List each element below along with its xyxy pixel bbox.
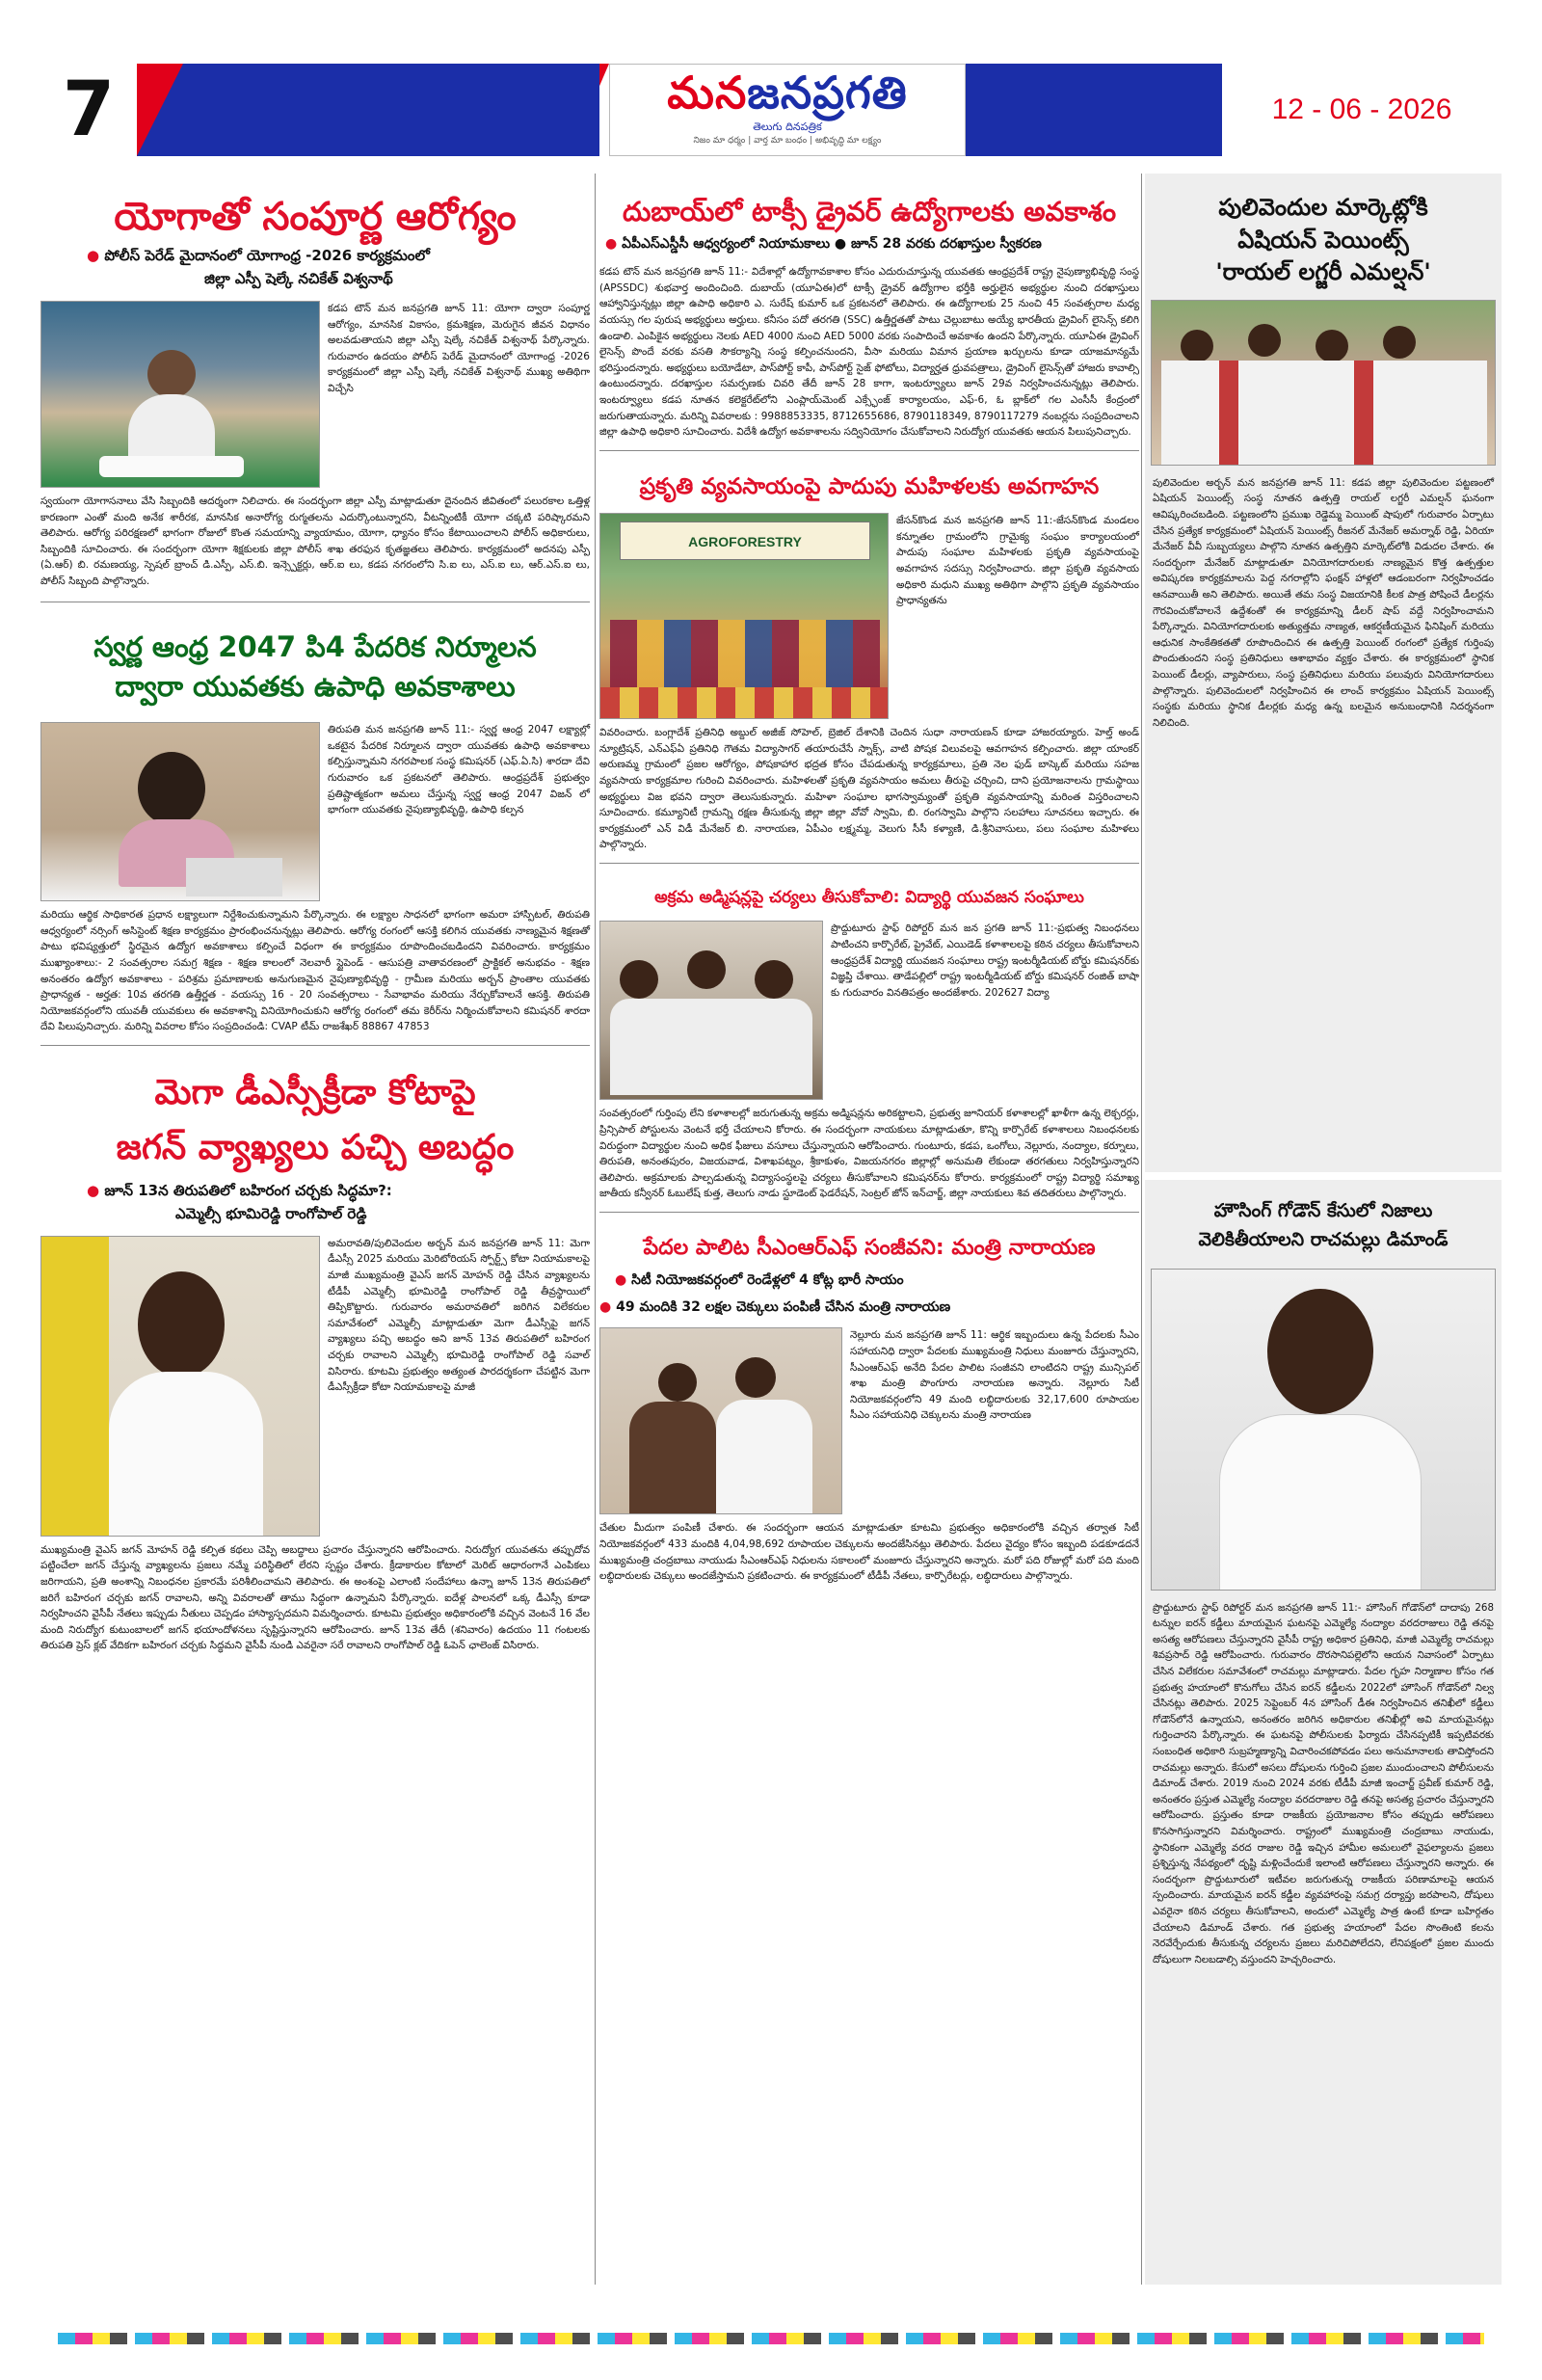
logo-slogan: నిజం మా ధర్మం | వార్త మా బంధం | అభివృద్ధి మా లక్ష్యం: [693, 136, 882, 146]
article-lead-block: [40, 301, 590, 494]
logo-title-part-a: మన: [667, 67, 748, 119]
column-middle: [599, 174, 1139, 1585]
person-head-shape: [755, 960, 793, 999]
yoga-event-photo: [40, 301, 320, 488]
headline: యోగాతో సంపూర్ణ ఆరోగ్యం: [114, 195, 517, 239]
person-body-shape: [1219, 1414, 1422, 1591]
headline: అక్రమ అడ్మిషన్లపై చర్యలు తీసుకోవాలి: విద్యార్థి యువజన సంఘాలు: [654, 887, 1084, 907]
article-lead-block: [599, 1327, 1139, 1520]
article-lead-text: అమరావతి/పులివెందుల అర్బన్ మన జనప్రగతి జూన్ 11: మెగా డీఎస్సీ 2025 మరియు మెరిటోరియస్ స్పోర్ట్స్ కోటా నియామకాలపై మాజీ ముఖ్యమంత్రి వైఎస్ జగన్ మోహన్ రెడ్డి చేసిన వ్యాఖ్యలను టీడీపీ ఎమ్మెల్సీ భూమిరెడ్డి రాంగోపాల్ రెడ్డి తీవ్రస్థాయిలో తిప్పికొట్టారు. గురువారం అమరావతిలో జరిగిన విలేకరుల సమావేశంలో ఎమ్మెల్సీ మాట్లాడుతూ మెగా డీఎస్సీపై జగన్ వ్యాఖ్యలు పచ్చి అబద్ధం అని జూన్ 13వ తిరుపతిలో బహిరంగ చర్చకు రావాలని ఎమ్మెల్సీ భూమిరెడ్డి రాంగోపాల్ రెడ్డి సవాల్ విసిరారు. కూటమి ప్రభుత్వం అత్యంత పారదర్శకంగా చేపట్టిన మెగా డీఎస్సీక్రీడా కోటా నియామకాలపై మాజీ: [328, 1237, 590, 1394]
article-natural-farming: [599, 474, 1139, 853]
headline: హౌసింగ్ గోడౌన్ కేసులో నిజాలు: [1213, 1200, 1433, 1221]
person-head-shape: [138, 752, 205, 825]
yoga-mat-shape: [99, 456, 244, 477]
article-lead-text: తిరుపతి మన జనప్రగతి జూన్ 11:- స్వర్ణ ఆంధ్ర 2047 లక్ష్యాల్లో ఒకటైన పేదరిక నిర్మూలన ద్వారా యువతకు ఉపాధి అవకాశాలు కల్పిస్తున్నామని నగరపాలక సంస్థ కమిషనర్ (ఎఫ్.ఏ.సి) శారదా దేవి గురువారం ఒక ప్రకటనలో తెలిపారు. ఆంధ్రప్రదేశ్ ప్రభుత్వం ప్రతిష్టాత్మకంగా అమలు చేస్తున్న స్వర్ణ ఆంధ్ర 2047 విజన్ లో భాగంగా యువతకు నైపుణ్యాభివృద్ధి, ఉపాధి కల్పన: [328, 724, 590, 816]
article-body-text: ప్రొద్దుటూరు స్టాఫ్ రిపోర్టర్ మన జనప్రగతి జూన్ 11:- హౌసింగ్ గోడౌన్‌లో దాదాపు 268 టన్నుల ఐరన్ కడ్డీలు మాయమైన ఘటనపై ఎమ్మెల్యే నంద్యాల వరదరాజులు రెడ్డి తనపై అసత్య ఆరోపణలు చేస్తున్నారని వైసీపీ రాష్ట్ర అధికార ప్రతినిధి, మాజీ ఎమ్మెల్యే రాచమల్లు శివప్రసాద్ రెడ్డి ఆరోపించారు. గురువారం దొరసానిపల్లెలోని ఆయన నివాసంలో ఏర్పాటు చేసిన విలేకరుల సమావేశంలో రాచమల్లు మాట్లాడారు. పేదల గృహ నిర్మాణాల కోసం గత ప్రభుత్వ హయాంలో కొనుగోలు చేసిన ఐరన్ కడ్డీలను 2022లో హౌసింగ్ గోడౌన్‌లో నిల్వ చేసినట్లు తెలిపారు. 2025 సెప్టెంబర్ 4న హౌసింగ్ డీఈ నిర్వహించిన తనిఖీలో కడ్డీలు గోడౌన్‌లోనే ఉన్నాయని, అనంతరం జరిగిన అధికారుల తనిఖీల్లో అవి మాయమైనట్లు గుర్తించారని పేర్కొన్నారు. ఈ ఘటనపై పోలీసులకు ఫిర్యాదు చేసినప్పటికీ ఇప్పటివరకు సంబంధిత అధికారి సుబ్రహ్మణ్యాన్ని విచారించకపోవడం పలు అనుమానాలకు తావిస్తోందని రాచమల్లు అన్నారు. కేసులో అసలు దోషులను గుర్తించి ప్రజల ముందుంచాలని పోలీసులను డిమాండ్ చేశారు. 2019 నుంచి 2024 వరకు టీడీపీ మాజీ ఇంచార్జ్ ప్రవీణ్ కుమార్ రెడ్డి, అనంతరం ప్రస్తుత ఎమ్మెల్యే నంద్యాల వరదరాజుల రెడ్డి తనపై అసత్య ప్రచారం చేస్తున్నారని ఆరోపించారు. ప్రస్తుతం కూడా రాజకీయ ప్రయోజనాల కోసం తప్పుడు ఆరోపణలు కొనసాగిస్తున్నారని విమర్శించారు. రాష్ట్రంలో ముఖ్యమంత్రి చంద్రబాబు నాయుడు, స్థానికంగా ఎమ్మెల్యే వరద రాజుల రెడ్డి ఇచ్చిన హామీల అమలులో వైఫల్యాలను ప్రజలు ప్రశ్నిస్తున్న నేపథ్యంలో దృష్టి మళ్లించేందుకే ఇలాంటి ఆరోపణలు చేస్తున్నారని అన్నారు. ఈ సందర్భంగా ప్రొద్దుటూరులో ఇటీవల జరుగుతున్న రాజకీయ పరిణామాలపై ఆయన స్పందించారు. మాయమైన ఐరన్ కడ్డీల వ్యవహారంపై సమగ్ర దర్యాప్తు జరపాలని, దోషులు ఎవరైనా కఠిన చర్యలు తీసుకోవాలని, అందులో ఎమ్మెల్యే పాత్ర ఉంటే కూడా బహిర్గతం చేయాలని డిమాండ్ చేశారు. గత ప్రభుత్వ హయాంలో పేదల సొంతింటి కలను నెరవేర్చేందుకు తీసుకున్న చర్యలను ప్రజలు మరిచిపోలేదని, లేనిపక్షంలో ప్రజల ముందు దోషులుగా నిలబడాల్సి వస్తుందని హెచ్చరించారు.: [1153, 1601, 1494, 1966]
column-rule: [1141, 174, 1142, 2285]
issue-date: 12 - 06 - 2026: [1222, 64, 1502, 156]
article-yoga: [40, 195, 590, 590]
person-head-shape: [687, 950, 726, 989]
person-head-shape: [1267, 1289, 1373, 1414]
farming-meeting-photo: [599, 513, 889, 719]
article-body-text: మరియు ఆర్థిక సాధికారత ప్రధాన లక్ష్యాలుగా నిర్దేశించుకున్నామని పేర్కొన్నారు. ఈ లక్ష్యాల సాధనలో భాగంగా అమరా హాస్పిటల్, తిరుపతి ఆధ్వర్యంలో నర్సింగ్ అసిస్టెంట్ శిక్షణ కార్యక్రమం ప్రారంభించనున్నట్లు తెలిపారు. ఆరోగ్య రంగంలో ఆసక్తి కలిగిన యువతకు నాణ్యమైన శిక్షణతో పాటు భవిష్యత్తులో స్థిరమైన ఉద్యోగ అవకాశాలు కల్పించే విధంగా ఈ కార్యక్రమం రూపొందించబడిందని వివరించారు. కార్యక్రమం ముఖ్యాంశాలు:- 2 సంవత్సరాల సమగ్ర శిక్షణ - శిక్షణ కాలంలో నెలవారీ స్టైపెండ్ - ఆసుపత్రి వాతావరణంలో ప్రాక్టికల్ అనుభవం - శిక్షణ అనంతరం ఉద్యోగ అవకాశాలు - పరిశ్రమ ప్రమాణాలకు అనుగుణమైన నైపుణ్యాభివృద్ధి - గ్రామీణ మరియు అర్బన్ ప్రాంతాల యువతకు ప్రాధాన్యత - అర్హత: 10వ తరగతి ఉత్తీర్ణత - వయస్సు 16 - 20 సంవత్సరాలు - సేవాభావం మరియు నేర్చుకోవాలనే ఆసక్తి. తిరుపతి నియోజకవర్గంలోని యువతీ యువకులు ఈ అవకాశాన్ని వినియోగించుకుని ఆరోగ్య రంగంలో తమ కెరీర్‌ను నిర్మించుకోవాలని కమిషనర్ శారదా దేవి పిలుపునిచ్చారు. మరిన్ని వివరాల కోసం సంప్రదించండి: CVAP టీమ్ రాజశేఖర్ 88867 47853: [40, 909, 590, 1033]
article-lead-block: [40, 1236, 590, 1542]
article-body-text: ముఖ్యమంత్రి వైఎస్ జగన్ మోహన్ రెడ్డి కల్పిత కథలు చెప్పి అబద్ధాలు ప్రచారం చేస్తున్నారని ఆరోపించారు. నిరుద్యోగ యువతను తప్పుదోవ పట్టించేలా జగన్ చేస్తున్న వ్యాఖ్యలను ప్రజలు నమ్మే పరిస్థితిలో లేరని స్పష్టం చేశారు. క్రీడాకారుల కోటాలో మెరిట్ ఆధారంగానే ఎంపికలు జరిగాయని, ప్రతి అంశాన్ని నిబంధనల ప్రకారమే పరిశీలించామని తెలిపారు. ఈ అంశంపై ఎలాంటి సందేహాలు ఉన్నా జూన్ 13న తిరుపతిలో జరిగే బహిరంగ చర్చకు జగన్ రావాలని, అన్ని వివరాలతో తాము సిద్ధంగా ఉన్నామని పేర్కొన్నారు. ఐదేళ్ల పాలనలో ఒక్క డీఎస్సీ కూడా నిర్వహించని వైసీపీ నేతలు ఇప్పుడు నీతులు చెప్పడం హాస్యాస్పదమని విమర్శించారు. కూటమి ప్రభుత్వం అధికారంలోకి వచ్చిన వెంటనే 16 వేల మంది నిరుద్యోగ కుటుంబాలలో జగన్ భయాందోళనలు సృష్టిస్తున్నారని ఆరోపించారు. జూన్ 13వ తేదీ (శనివారం) ఉదయం 11 గంటలకు తిరుపతి ప్రెస్ క్లబ్ వేదికగా బహిరంగ చర్చకు సిద్ధమని వైసీపీ నుండి ఎవరైనా సరే రావాలని రాంగోపాల్ రెడ్డి ఓపెన్ ఛాలెంజ్ విసిరారు.: [40, 1543, 590, 1652]
logo-title-part-c: ప్రగతి: [812, 67, 908, 119]
article-lead-text: నెల్లూరు మన జనప్రగతి జూన్ 11: ఆర్థిక ఇబ్బందులు ఉన్న పేదలకు సీఎం సహాయనిధి ద్వారా పేదలకు ముఖ్యమంత్రి నిధులు మంజూరు చేస్తున్నారని, సీఎంఆర్ఎఫ్ అనేది పేదల పాలిట సంజీవని లాంటిదని రాష్ట్ర మున్సిపల్ శాఖ మంత్రి పొంగూరు నారాయణ అన్నారు. నెల్లూరు సిటీ నియోజకవర్గంలోని 49 మంది లబ్ధిదారులకు 32,17,600 రూపాయల సీఎం సహాయనిధి చెక్కులను మంత్రి నారాయణ: [850, 1329, 1139, 1422]
article-cmrf: [599, 1236, 1139, 1585]
article-lead-block: [599, 513, 1139, 725]
party-flag-shape: [41, 1237, 109, 1537]
article-body-text: చేతుల మీదుగా పంపిణీ చేశారు. ఈ సందర్భంగా ఆయన మాట్లాడుతూ కూటమి ప్రభుత్వం అధికారంలోకి వచ్చిన తర్వాత సిటీ నియోజకవర్గంలో 433 మందికి 4,04,98,692 రూపాయల చెక్కులను అందజేసిన‌ట్లు తెలిపారు. పేదలు వైద్యం కోసం ఇబ్బంది పడకూడదనే ముఖ్యమంత్రి చంద్రబాబు నాయుడు సీఎంఆర్ఎఫ్ నిధులను సకాలంలో మంజూరు చేస్తున్నారని అన్నారు. మరో పది రోజుల్లో మరో పది మంది లబ్ధిదారులకు చెక్కులు అందజేస్తామని ప్రకటించారు. ఈ కార్యక్రమంలో టీడీపీ నేతలు, కార్పొరేటర్లు, లబ్ధిదారులు పాల్గొన్నారు.: [599, 1522, 1139, 1583]
article-divider: [40, 1045, 590, 1046]
masthead-band-left-blue: [137, 64, 599, 156]
article-mega-dsc: [40, 1073, 590, 1654]
headline: వెలికితీయాలని రాచమల్లు డిమాండ్: [1198, 1228, 1449, 1250]
subheadline-text: పోలీస్ పెరేడ్ మైదానంలో యోగాంధ్ర -2026 కార్యక్రమంలో: [104, 247, 430, 264]
headline: పేదల పాలిట సీఎంఆర్ఎఫ్ సంజీవని: మంత్రి నారాయణ: [643, 1236, 1096, 1261]
column-left: [40, 174, 590, 1654]
logo-tagline: తెలుగు దినపత్రిక: [753, 120, 822, 133]
article-body-text: కడప టౌన్ మన జనప్రగతి జూన్ 11:- విదేశాల్లో ఉద్యోగావకాశాల కోసం ఎదురుచూస్తున్న యువతకు ఆంధ్రప్రదేశ్ రాష్ట్ర నైపుణ్యాభివృద్ధి సంస్థ (APSSDC) శుభవార్త అందించింది. దుబాయ్ (యూఏఈ)లో టాక్సీ డ్రైవర్ ఉద్యోగాల భర్తీకి అర్హులైన అభ్యర్థుల నుంచి దరఖాస్తులు ఆహ్వానిస్తున్నట్లు జిల్లా ఉపాధి అధికారి ఎ. సురేష్ కుమార్ ఒక ప్రకటనలో తెలిపారు. ఈ ఉద్యోగాలకు 25 నుంచి 45 సంవత్సరాల మధ్య వయస్సు గల పురుష అభ్యర్థులు అర్హులు. కనీసం పదో తరగతి (SSC) ఉత్తీర్ణతతో పాటు చెల్లుబాటు అయ్యే భారతీయ డ్రైవింగ్ లైసెన్స్ కలిగి ఉండాలి. ఎంపికైన అభ్యర్థులు నెలకు AED 4000 నుంచి AED 5000 వరకు సంపాదించే అవకాశం ఉందని పేర్కొన్నారు. యూఏఈ డ్రైవింగ్ లైసెన్స్ పొందే వరకు వసతి సౌకర్యాన్ని సంస్థ కల్పించనుందని, వీసా మరియు విమాన ప్రయాణ ఖర్చులను కూడా యాజమాన్యమే భరిస్తుందన్నారు. అభ్యర్థులు బయోడేటా, పాస్‌పోర్ట్ కాపీ, పాస్‌పోర్ట్ సైజ్ ఫోటోలు, విద్యార్హత ధ్రువపత్రాలు, డ్రైవింగ్ లైసెన్స్‌తో హాజరు కావాల్సి ఉంటుందన్నారు. దరఖాస్తుల సమర్పణకు చివరి తేదీ జూన్ 28 కాగా, ఇంటర్వ్యూలు జూన్ 29వ నిర్వహించనున్నట్లు తెలిపారు. ఇంటర్వ్యూలు కడప నూతన కలెక్టరేట్‌లోని ఎంప్లాయ్‌మెంట్ ఎక్స్ఛేంజ్ కార్యాలయం, ఎఫ్-6, ఓ బ్లాక్‌లో గల ఎంసీసీ కేంద్రంలో జరుగుతాయన్నారు. మరిన్ని వివరాలకు : 9988853335, 8712655686, 8790118349, 8790117279 నంబర్లను సంప్రదించాలని జిల్లా ఉపాధి అధికారి సూచించారు. విదేశీ ఉద్యోగ అవకాశాలను సద్వినియోగం చేసుకోవాలని నిరుద్యోగ యువతకు ఆయన పిలుపునిచ్చారు.: [599, 266, 1139, 439]
article-body-text: వివరించారు. బంగ్లాదేశ్ ప్రతినిధి అబ్దుల్ అజీజ్ సోహెల్, బ్రెజిల్ దేశానికి చెందిన సుధా నారాయణన్ కూడా హాజరయ్యారు. హెల్త్ అండ్ న్యూట్రిషన్, ఎన్‌ఎఫ్‌ఏ ప్రతినిధి గౌతమ విద్యాసాగర్ తయారుచేసే స్నాక్స్, వాటి పోషక విలువలపై ఆవగాహన కల్పించారు. జిల్లా యాంకర్ అరుణమ్మ గ్రామంలో ప్రజల ఆరోగ్యం, పోషకాహార భద్రత కోసం చేపడుతున్న కార్యక్రమాలు, ప్రతి నెల ఫుడ్ బాస్కెట్ మరియు సహజ వ్యవసాయ కార్యక్రమాల గురించి వివరించారు. మహిళలతో ప్రకృతి వ్యవసాయం అమలు తీరుపై చర్చించి, దాని ప్రయోజనాలను గ్రామస్థాయి అభ్యర్థులు విజ భవని ద్వారా తెలుసుకున్నారు. మహిళా సంఘాల భాగస్వామ్యంతో ప్రకృతి వ్యవసాయాన్ని మరింత విస్తరించాలని సూచించారు. కమ్యూనిటీ గ్రామన్ని రక్షణ తీసుకున్న జిల్లా జిల్లా వోవో స్వామి, బి. రంగస్వామి పాల్గొని సలహాలు సూచనలు ఇచ్చారు. ఈ కార్యక్రమంలో ఎన్ విడీ మేనేజర్ బి. నారాయణ, ఏపీఎం లక్ష్మమ్మ, వెలుగు సీసీ కళ్యాణి, డి.శ్రీనివాసులు, పలు సంఘాల మహిళలు పాల్గొన్నారు.: [599, 727, 1139, 851]
person-body-shape: [716, 1400, 812, 1514]
group-bodies-shape: [1161, 361, 1487, 466]
person-body-shape: [109, 1372, 263, 1537]
subheadline: ఎమ్మెల్సీ భూమిరెడ్డి రాంగోపాల్ రెడ్డి: [175, 1204, 367, 1222]
subheadline-text: ఏపీఎస్ఎస్డీసీ ఆధ్వర్యంలో నియామకాలు ● జూన్ 28 వరకు దరఖాస్తుల స్వీకరణ: [622, 236, 1042, 253]
person-head-shape: [658, 1363, 697, 1402]
agroforestry-banner: AGROFORESTRY: [620, 521, 870, 560]
cheque-distribution-photo: [599, 1327, 842, 1514]
masthead: [40, 64, 1502, 156]
article-lead-block: [40, 722, 590, 907]
product-launch-photo: [1151, 300, 1496, 466]
memorandum-photo: [599, 921, 823, 1100]
article-body-text: స్వయంగా యోగాసనాలు వేసి సిబ్బందికి ఆదర్శంగా నిలిచారు. ఈ సందర్భంగా జిల్లా ఎస్పీ మాట్లాడుతూ దైనందిన జీవితంలో పలురకాల ఒత్తిళ్ల కారణంగా ఎంతో మంది అనేక శారీరక, మానసిక అనారోగ్య రుగ్మతలను ఎదుర్కొంటున్నారని, వీటన్నింటికీ యోగా చక్కటి పరిష్కారమని తెలిపారు. ఆరోగ్య పరిరక్షణలో భాగంగా రోజులో కొంత సమయాన్ని వ్యాయామం, యోగా, ధ్యానం కోసం కేటాయించాలని పోలీస్ అధికారులు, సిబ్బందికి సూచించారు. ఈ సందర్భంగా యోగా శిక్షకులకు జిల్లా పోలీస్ శాఖ తరఫున కృతజ్ఞతలు తెలిపారు. కార్యక్రమంలో అదనపు ఎస్పీ (ఏ.ఆర్) బి. రమణయ్య, స్పెషల్ బ్రాంచ్ డి.ఎస్పీ, ఎస్.బి. ఇన్స్పెక్టర్లు, ఆర్.ఐ లు, కడప నగరంలోని సి.ఐ లు, ఎస్.ఐ లు, ఆర్.ఎస్.ఐ లు, పోలీస్ సిబ్బంది పాల్గొన్నారు.: [40, 495, 590, 587]
article-dubai-jobs: [599, 197, 1139, 441]
subheadline: ● సిటీ నియోజకవర్గంలో రెండేళ్లలో 4 కోట్ల భారీ సాయం: [615, 1272, 904, 1289]
article-illegal-admissions: [599, 889, 1139, 1202]
logo-title-part-b: జన: [747, 67, 813, 119]
article-lead-text: జేసన్‌కొండ మన జనప్రగతి జూన్ 11:-జేసన్‌కొండ మండలం కన్నూతల గ్రామంలోని గ్రామైక్య సంఘం కార్యాలయంలో పాదుపు సంఘాల మహిళలకు ప్రకృతి వ్యవసాయంపై అవగాహన సదస్సు నిర్వహించారు. జిల్లా ప్రకృతి వ్యవసాయ అధికారి మధుని ముఖ్య అతిథిగా పాల్గొని ప్రకృతి వ్యవసాయం ప్రాధాన్యతను: [896, 515, 1139, 607]
subheadline-text: 49 మందికి 32 లక్షల చెక్కులు పంపిణీ చేసిన మంత్రి నారాయణ: [616, 1299, 951, 1316]
article-divider: [599, 450, 1139, 451]
subheadline: ● జూన్ 13న తిరుపతిలో బహిరంగ చర్చకు సిద్ధమా?:: [87, 1181, 392, 1199]
headline: ద్వారా యువతకు ఉపాధి అవకాశాలు: [115, 669, 516, 703]
article-divider: [599, 863, 1139, 864]
person-head-shape: [1181, 330, 1213, 362]
headline: దుబాయ్‌లో టాక్సీ డ్రైవర్ ఉద్యోగాలకు అవకాశం: [622, 196, 1117, 227]
headline: జగన్ వ్యాఖ్యలు పచ్చి అబద్ధం: [116, 1128, 515, 1168]
article-body-text: పులివెందుల అర్బన్ మన జనప్రగతి జూన్ 11: కడప జిల్లా పులివెందుల పట్టణంలో ఏషియన్ పెయింట్స్ సంస్థ నూతన ఉత్పత్తి రాయల్ లగ్జరీ ఎమల్షన్ ఘనంగా ఆవిష్కరించబడింది. పట్టణంలోని ప్రముఖ రెడ్డెమ్మ పెయింట్ షాపులో గురువారం ఏర్పాటు చేసిన ప్రత్యేక కార్యక్రమంలో ఏషియన్ పెయింట్స్ రీజనల్ మేనేజర్ అమర్నాథ్ రెడ్డి, ఏరియా మేనేజర్ వీవీ సుబ్బయ్యలు పాల్గొని నూతన ఉత్పత్తిని మార్కెట్‌లోకి విడుదల చేశారు. ఈ సందర్భంగా మేనేజర్ మాట్లాడుతూ వినియోగదారులకు నాణ్యమైన కొత్త ఉత్పత్తుల అవిష్కరణ కార్యక్రమాలను పెద్ద నగరాల్లోని ఫంక్షన్ హాళ్లలో ఆడంబరంగా నిర్వహించడం ఆనవాయితీ అని తెలిపారు. అయితే తమ సంస్థ విజయానికి కీలక పాత్ర పోషించే డీలర్లను గౌరవించుకోవాలనే ఉద్దేశంతో ఈ కార్యక్రమాన్ని డీలర్ షాప్ వద్దే నిర్వహించామని పేర్కొన్నారు. వినియోగదారులకు అత్యుత్తమ నాణ్యత, ఆకర్షణీయమైన ఫినిషింగ్ మరియు ఆధునిక సాంకేతికతతో రూపొందించిన ఈ ఉత్పత్తి పెయింట్ రంగంలో ప్రత్యేక గుర్తింపు పొందుతుందని సంస్థ ప్రతినిధులు ఆశాభావం వ్యక్తం చేశారు. ఈ కార్యక్రమంలో స్థానిక పెయింట్ డీలర్లు, వ్యాపారులు, సంస్థ ప్రతినిధులు మరియు పలువురు వినియోగదారులు పాల్గొన్నారు. పులివెందులలో నిర్వహించిన ఈ లాంచ్ కార్యక్రమం ఏషియన్ పెయింట్స్ సంస్థకు మరియు స్థానిక డీలర్లకు మధ్య ఉన్న బలమైన అనుబంధానికి నిదర్శనంగా నిలిచింది.: [1153, 476, 1494, 729]
rachamallu-photo: [1151, 1269, 1496, 1591]
masthead-band-right-blue: [966, 64, 1264, 156]
sidebar-article-housing-godown: [1145, 1180, 1502, 2285]
sidebar-article-asian-paints: [1145, 174, 1502, 1172]
article-divider: [599, 1212, 1139, 1213]
person-head-shape: [138, 1271, 225, 1377]
subheadline: ● ఏపీఎస్ఎస్డీసీ ఆధ్వర్యంలో నియామకాలు ● జూన్ 28 వరకు దరఖాస్తుల స్వీకరణ: [605, 236, 1042, 253]
article-body-text: సంవత్సరంలో గుర్తింపు లేని కళాశాలల్లో జరుగుతున్న అక్రమ అడ్మిషన్లను అరికట్టాలని, ప్రభుత్వ జూనియర్ కళాశాలల్లో ఖాళీగా ఉన్న లెక్చరర్లు, ప్రిన్సిపాల్ పోస్టులను వెంటనే భర్తీ చేయాలని కోరారు. ఈ సందర్భంగా నాయకులు మాట్లాడుతూ, కొన్ని కార్పొరేట్ కళాశాలలు నిబంధనలకు విరుద్ధంగా విద్యార్థుల నుంచి అధిక ఫీజులు వసూలు చేస్తున్నాయని ఆరోపించారు. గుంటూరు, కడప, ఒంగోలు, నెల్లూరు, నంద్యాల, కర్నూలు, తిరుపతి, అనంతపురం, విజయవాడ, విశాఖపట్నం, శ్రీకాకుళం, విజయనగరం జిల్లాల్లో అనుమతి లేకుండా తరగతులు నిర్వహిస్తున్నారని తెలిపారు. అక్రమాలకు పాల్పడుతున్న విద్యాసంస్థలపై చర్యలు తీసుకోవాలని కమిషనర్‌ను కోరారు. కార్యక్రమంలో రాష్ట్ర విద్యార్థి సమాఖ్య జాతీయ కన్వీనర్ ఓబులేష్ కుత్త, తెలుగు నాడు స్టూడెంట్ ఫెడరేషన్, సెంట్రల్ జోన్ ఇన్‌చార్జ్, జిల్లా నాయకులు శివ తదితరులు పాల్గొన్నారు.: [599, 1108, 1139, 1200]
person-head-shape: [1316, 330, 1348, 362]
headline: 'రాయల్ లగ్జరీ ఎమల్షన్': [1215, 258, 1431, 286]
article-lead-block: [599, 921, 1139, 1106]
headline: మెగా డీఎస్సీక్రీడా కోటాపై: [154, 1073, 476, 1112]
article-lead-text: కడప టౌన్ మన జనప్రగతి జూన్ 11: యోగా ద్వారా సంపూర్ణ ఆరోగ్యం, మానసిక వికాసం, క్రమశిక్షణ, మెరుగైన జీవన విధానం అలవడుతాయని జిల్లా ఎస్పీ షెల్కే నచికేత్ విశ్వనాథ్ పేర్కొన్నారు. గురువారం ఉదయం పోలీస్ పెరేడ్ మైదానంలో యోగాంధ్ర -2026 కార్యక్రమంలో జిల్లా ఎస్పీ షెల్కే నచికేత్ విశ్వనాథ్ ముఖ్య అతిథిగా విచ్చేసి: [328, 303, 590, 394]
headline: ప్రకృతి వ్యవసాయంపై పాదుపు మహిళలకు అవగాహన: [639, 473, 1100, 499]
page-number: 7: [40, 64, 137, 156]
subheadline: ● పోలీస్ పెరేడ్ మైదానంలో యోగాంధ్ర -2026 కార్యక్రమంలో: [87, 247, 430, 264]
person-head-shape: [147, 350, 196, 398]
headline: స్వర్ణ ఆంధ్ర 2047 పి4 పేదరిక నిర్మూలన: [93, 629, 537, 663]
person-head-shape: [620, 960, 658, 999]
newspaper-logo: [609, 64, 966, 156]
person-head-shape: [1383, 326, 1416, 359]
group-bodies-shape: [610, 999, 812, 1095]
person-head-shape: [1248, 324, 1281, 357]
logo-title: [610, 65, 965, 120]
column-rule: [595, 174, 596, 2285]
rangoli-shape: [600, 687, 889, 719]
print-color-bar: [58, 2333, 1484, 2344]
person-head-shape: [735, 1357, 776, 1398]
subheadline: జిల్లా ఎస్పీ షెల్కే నచికేత్ విశ్వనాథ్: [204, 270, 393, 287]
seated-women-shape: [610, 620, 880, 687]
subheadline: ● 49 మందికి 32 లక్షల చెక్కులు పంపిణీ చేసిన మంత్రి నారాయణ: [599, 1299, 951, 1316]
article-swarna-andhra: [40, 631, 590, 1035]
article-lead-text: ప్రొద్దుటూరు స్టాఫ్ రిపోర్టర్ మన జన ప్రగతి జూన్ 11:-ప్రభుత్వ నిబంధనలు పాటించని కార్పొరేట్, ప్రైవేట్, ఎయిడెడ్ కళాశాలలపై కఠిన చర్యలు తీసుకోవాలని ఆంధ్రప్రదేశ్ విద్యార్థి యువజన సంఘాలు రాష్ట్ర ఇంటర్మీడియట్ బోర్డు కమిషనర్‌కు విజ్ఞప్తి చేశాయి. తాడేపల్లిలో రాష్ట్ర ఇంటర్మీడియట్ బోర్డు కమిషనర్ రంజిత్ బాషా కు గురువారం వినతిపత్రం అందజేశారు. 202627 విద్యా: [831, 923, 1139, 999]
laptop-shape: [186, 858, 282, 896]
subheadline-text: సిటీ నియోజకవర్గంలో రెండేళ్లలో 4 కోట్ల భారీ సాయం: [631, 1272, 904, 1289]
commissioner-photo: [40, 722, 320, 901]
subheadline-text: జూన్ 13న తిరుపతిలో బహిరంగ చర్చకు సిద్ధమా?:: [104, 1181, 392, 1199]
mlc-photo: [40, 1236, 320, 1537]
headline: ఏషియన్ పెయింట్స్: [1237, 226, 1409, 254]
headline: పులివెందుల మార్కెట్లోకి: [1218, 194, 1428, 221]
person-body-shape: [629, 1402, 716, 1514]
